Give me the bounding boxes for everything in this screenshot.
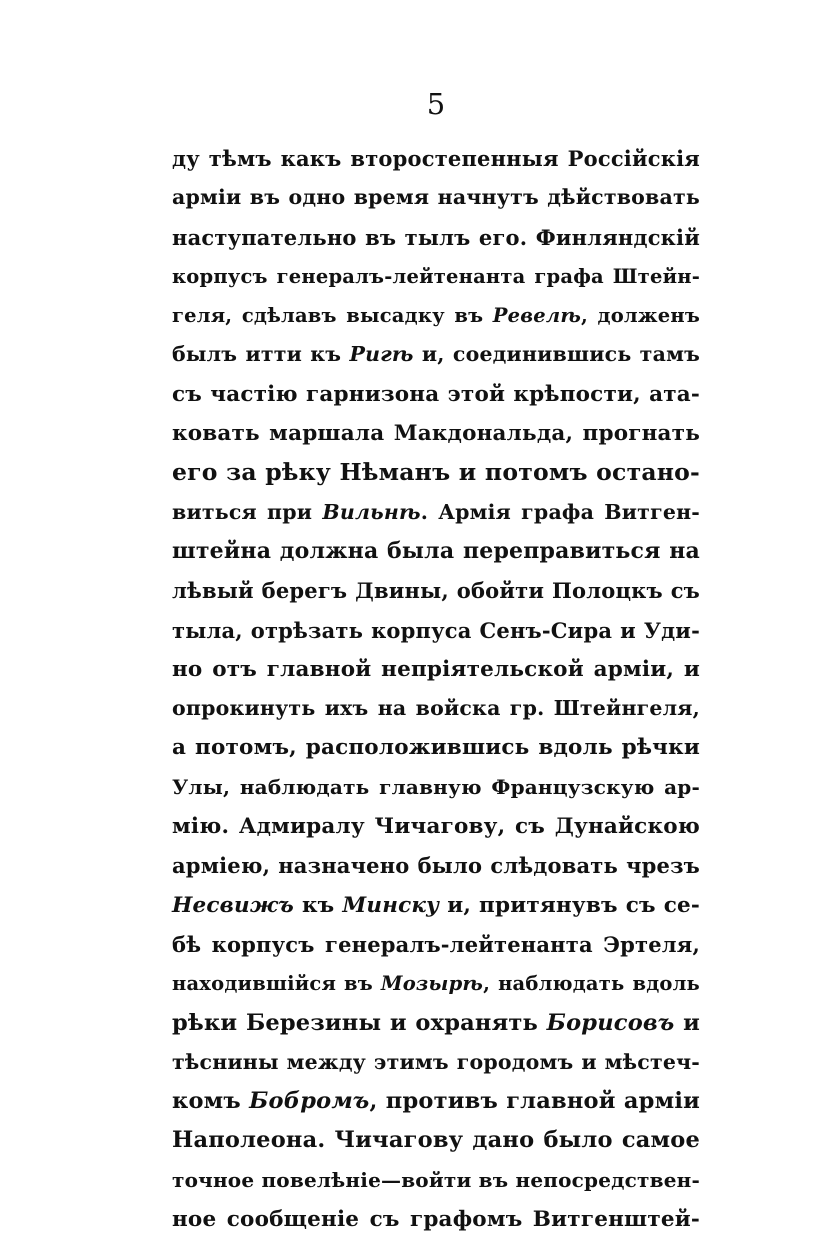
text-segment: къ: [293, 892, 343, 918]
italic-place-name: Мозырѣ: [380, 972, 484, 996]
text-line: [172, 493, 700, 532]
text-line: [172, 650, 700, 689]
text-segment: ду тѣмъ какъ второстепенныя Россійскія: [172, 146, 700, 171]
text-line: [172, 886, 700, 925]
text-segment: , наблюдать вдоль: [483, 972, 700, 996]
text-segment: мію. Адмиралу Чичагову, съ Дунайскою: [172, 814, 700, 840]
text-line: [172, 1004, 700, 1043]
text-segment: Наполеона. Чичагову дано было самое: [172, 1127, 700, 1154]
text-line: [172, 1200, 700, 1239]
text-segment: точное повелѣніе—войти въ непосредствен-: [172, 1167, 700, 1192]
italic-place-name: Борисовъ: [546, 1009, 675, 1036]
text-line: [172, 571, 700, 610]
text-segment: лѣвый берегъ Двины, обойти Полоцкъ съ: [172, 578, 700, 604]
text-segment: и, притянувъ съ се-: [439, 892, 700, 918]
body-text: [172, 139, 700, 1239]
text-segment: . Армія графа Витген-: [420, 499, 700, 524]
text-segment: геля, сдѣлавъ высадку въ: [172, 304, 493, 328]
italic-place-name: Несвижъ: [172, 892, 294, 918]
text-line: [172, 414, 700, 453]
text-line: [172, 611, 700, 650]
page-number: 5: [426, 87, 446, 121]
text-segment: ковать маршала Макдональда, прогнать: [172, 421, 700, 447]
text-line: [172, 689, 700, 728]
text-segment: , противъ главной арміи: [369, 1088, 700, 1115]
text-segment: находившійся въ: [172, 972, 381, 996]
text-line: [172, 846, 700, 885]
text-segment: тѣснины между этимъ городомъ и мѣстеч-: [172, 1049, 700, 1074]
text-line: [172, 768, 700, 807]
text-line: [172, 335, 700, 374]
text-segment: штейна должна была переправиться на: [172, 537, 700, 564]
italic-place-name: Бобромъ: [249, 1088, 370, 1115]
italic-place-name: Вильнѣ: [322, 499, 421, 524]
text-segment: бѣ корпусъ генералъ-лейтенанта Эртеля,: [172, 931, 700, 957]
text-segment: его за рѣку Нѣманъ и потомъ остано-: [172, 458, 700, 487]
text-segment: арміею, назначено было слѣдовать чрезъ: [172, 853, 700, 879]
text-line: [172, 532, 700, 571]
text-segment: а потомъ, расположившись вдоль рѣчки: [172, 735, 700, 761]
text-line: [172, 807, 700, 846]
text-segment: но отъ главной непріятельской арміи, и: [172, 656, 700, 682]
text-segment: Улы, наблюдать главную Французскую ар-: [172, 774, 700, 799]
text-line: [172, 453, 700, 492]
text-segment: наступательно въ тылъ его. Финляндскій: [172, 224, 700, 250]
text-line: [172, 375, 700, 414]
text-line: [172, 296, 700, 335]
text-line: [172, 257, 700, 296]
text-segment: тыла, отрѣзать корпуса Сенъ-Сира и Уди-: [172, 617, 700, 643]
text-segment: арміи въ одно время начнутъ дѣйствовать: [172, 185, 700, 210]
text-line: [172, 139, 700, 178]
text-line: [172, 925, 700, 964]
text-segment: виться при: [172, 499, 323, 524]
text-segment: и: [674, 1009, 700, 1036]
text-line: [172, 218, 700, 257]
text-line: [172, 728, 700, 767]
text-segment: и, соединившись тамъ: [413, 342, 700, 367]
text-line: [172, 178, 700, 217]
text-segment: съ частію гарнизона этой крѣпости, ата-: [172, 381, 700, 407]
text-segment: былъ итти къ: [172, 342, 350, 367]
text-line: [172, 1121, 700, 1160]
text-segment: опрокинуть ихъ на войска гр. Штейнгеля,: [172, 696, 700, 721]
text-line: [172, 1161, 700, 1200]
text-segment: комъ: [172, 1088, 250, 1115]
text-line: [172, 964, 700, 1003]
italic-place-name: Ревелѣ: [492, 304, 581, 328]
italic-place-name: Минску: [342, 892, 440, 918]
text-segment: рѣки Березины и охранять: [172, 1009, 547, 1036]
text-line: [172, 1082, 700, 1121]
text-segment: ное сообщеніе съ графомъ Витгенштей-: [172, 1207, 700, 1233]
text-line: [172, 1043, 700, 1082]
text-segment: , долженъ: [581, 304, 700, 328]
text-segment: корпусъ генералъ-лейтенанта графа Штейн-: [172, 264, 700, 288]
italic-place-name: Ригѣ: [349, 342, 414, 367]
